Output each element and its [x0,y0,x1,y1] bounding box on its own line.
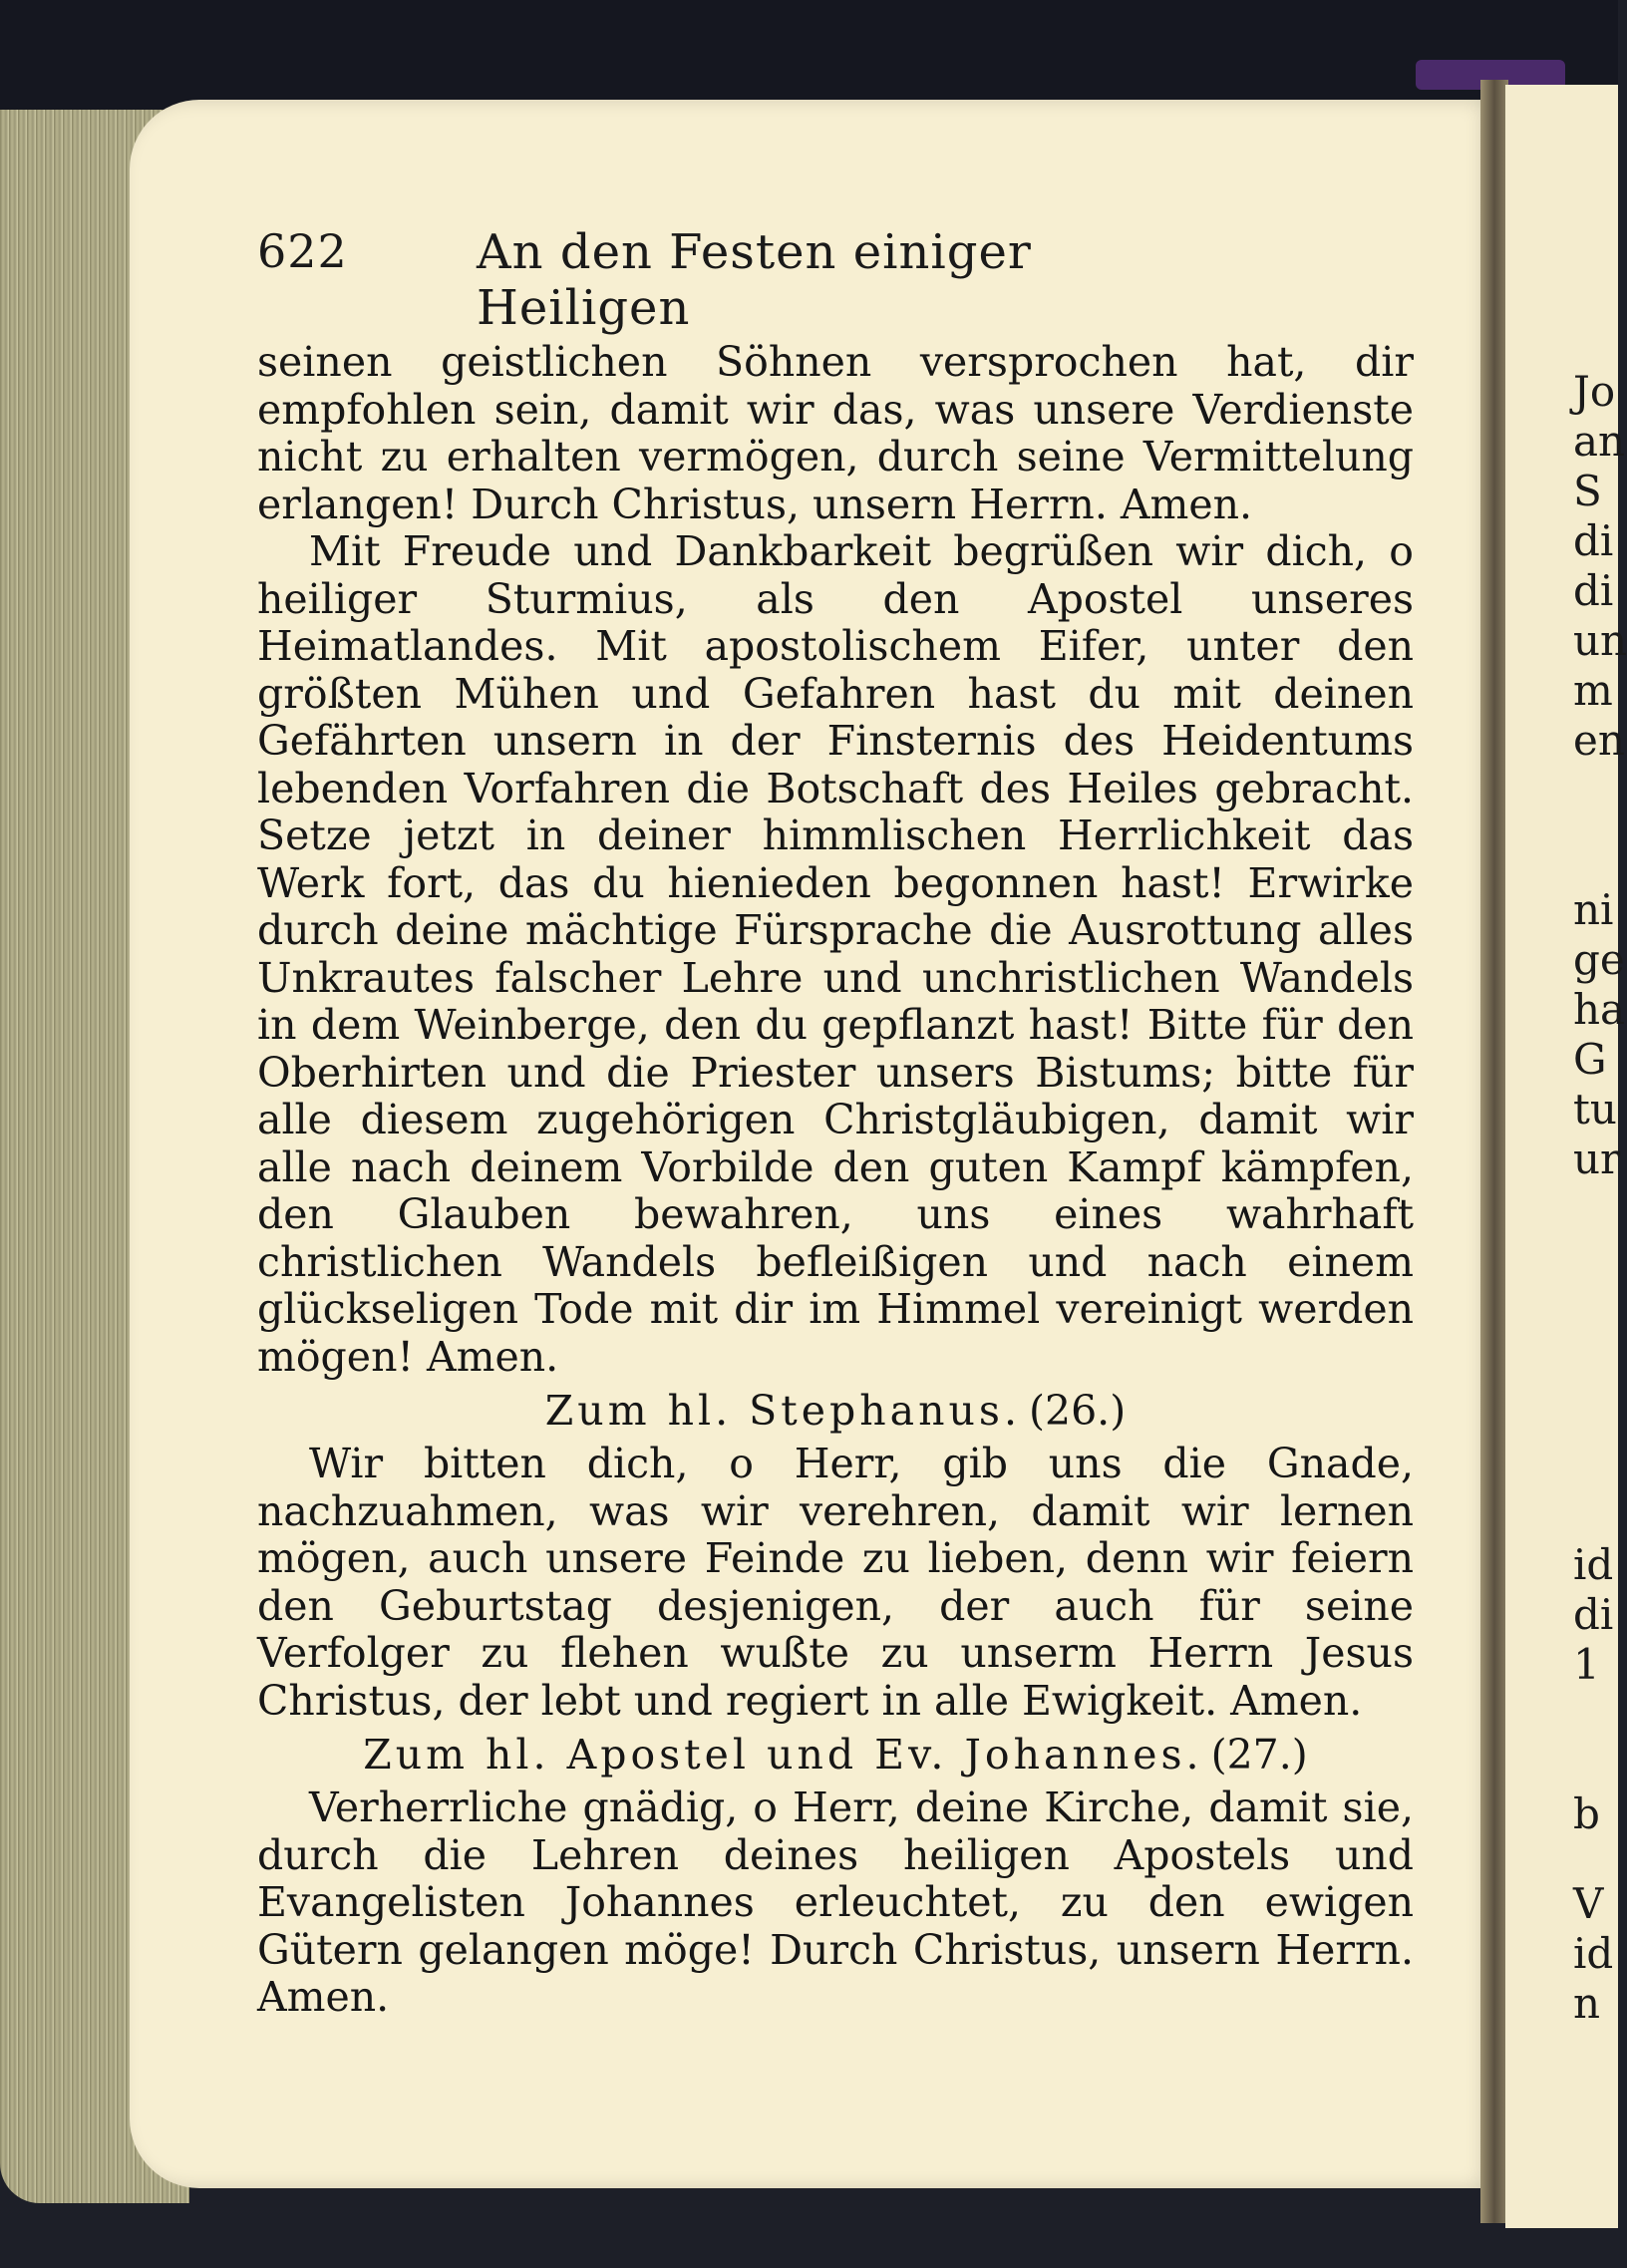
paragraph-johannes: Verherrliche gnädig, o Herr, deine Kirche, damit sie, durch die Lehren deines heiligen Apostels und Evangelisten Johannes erleuchtet, zu den ewigen Gütern gelangen möge! Durch Christus, unsern Herrn. Amen. [257,1783,1414,2021]
heading-stephanus-day: (26.) [1029,1387,1127,1435]
paragraph-sturmius: Mit Freude und Dankbarkeit begrüßen wir dich, o heiliger Sturmius, als den Apostel unseres Heimatlandes. Mit apostolischem Eifer, unter den größten Mühen und Gefahren hast du mit deinen Gefährten unsern in der Finsternis des Heidentums lebenden Vorfahren die Botschaft des Heiles gebracht. Setze jetzt in deiner himmlischen Herrlichkeit das Werk fort, das du hienieden begonnen hast! Erwirke durch deine mächtige Fürsprache die Ausrottung alles Unkrautes falscher Lehre und unchristlichen Wandels in dem Weinberge, den du gepflanzt hast! Bitte für den Oberhirten und die Priester unsers Bistums; bitte für alle diesem zugehörigen Christgläubigen, damit wir alle nach deinem Vorbilde den guten Kampf kämpfen, den Glauben bewahren, uns eines wahrhaft christlichen Wandels befleißigen und nach einem glückseligen Tode mit dir im Himmel vereinigt werden mögen! Amen. [257,527,1414,1381]
facing-page-fragment: ur [1573,1134,1621,1183]
facing-page-fragment: G [1573,1035,1607,1084]
facing-page-fragment: b [1573,1789,1600,1838]
book-gutter [1480,80,1508,2223]
running-title: An den Festen einiger Heiligen [477,224,1032,336]
facing-page-fragment: un [1573,616,1627,665]
facing-page-fragment: n [1573,1979,1601,2028]
page-body [257,339,1414,2022]
page-header [257,224,1214,336]
facing-page-fragment: di [1573,1590,1614,1639]
facing-page-fragment: di [1573,516,1614,565]
facing-page-fragment: tu [1573,1085,1617,1134]
facing-page-fragment: Jo [1573,367,1616,416]
facing-page-fragment: ha [1573,985,1626,1034]
facing-page-fragment: 1 [1573,1640,1600,1689]
paragraph-stephanus: Wir bitten dich, o Herr, gib uns die Gnade, nachzuahmen, was wir verehren, damit wir lernen mögen, auch unsere Feinde zu lieben, denn wir feiern den Geburtstag desjenigen, der auch für seine Verfolger zu flehen wußte zu unserm Herrn Jesus Christus, der lebt und regiert in alle Ewigkeit. Amen. [257,1440,1414,1725]
facing-page-fragment: an [1573,417,1626,466]
facing-page-fragment: S [1573,467,1602,515]
heading-johannes [257,1725,1414,1784]
facing-page-fragment: di [1573,566,1614,615]
facing-page-fragment: ni [1573,885,1614,934]
paragraph-continuation: seinen geistlichen Söhnen versprochen hat, dir empfohlen sein, damit wir das, was unsere Verdienste nicht zu erhalten vermögen, durch seine Vermittelung erlangen! Durch Christus, unsern Herrn. Amen. [257,338,1414,528]
heading-stephanus [257,1381,1414,1441]
facing-page-fragment: m [1573,666,1613,715]
facing-page-fragment: id [1573,1540,1614,1589]
page-number: 622 [257,224,348,278]
heading-johannes-title: Zum hl. Apostel und Ev. Johannes. [363,1731,1203,1779]
heading-stephanus-title: Zum hl. Stephanus. [544,1387,1021,1435]
facing-page-fragment: id [1573,1929,1614,1978]
facing-page-fragment: V [1573,1879,1604,1928]
heading-johannes-day: (27.) [1210,1731,1308,1779]
facing-page-fragment: ge [1573,935,1625,984]
book-background-top [0,0,1618,110]
facing-page-fragment: en [1573,716,1625,765]
